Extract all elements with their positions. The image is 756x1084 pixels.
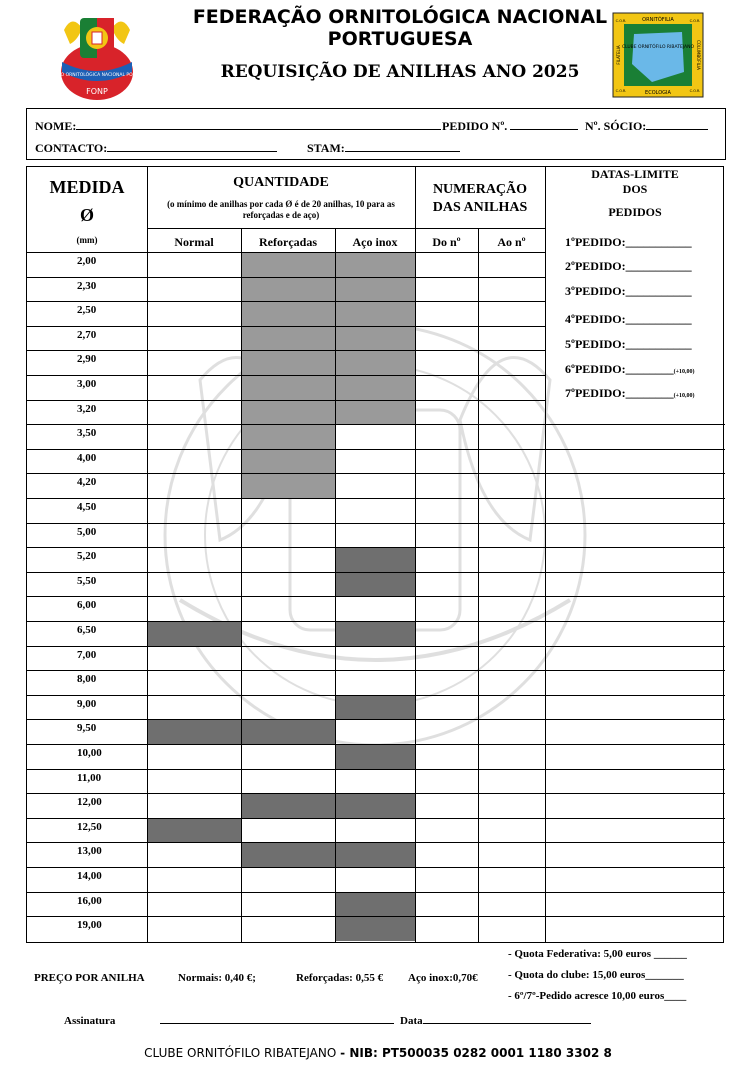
shaded-cell [336, 843, 415, 867]
svg-text:COLUMBÓFILIA: COLUMBÓFILIA [696, 40, 701, 70]
shaded-cell [336, 696, 415, 720]
size-label: 9,00 [77, 697, 97, 710]
contacto-label: CONTACTO: [35, 141, 108, 155]
pedido-surcharge-note: (+10,00) [673, 393, 695, 399]
preco-normais: Normais: 0,40 €; [178, 972, 256, 984]
pedido-deadline-5[interactable] [565, 337, 692, 352]
pedido-label: 4ºPEDIDO:___________ [565, 312, 692, 326]
svg-text:FEDERAÇÃO ORNITOLÓGICA NACIONA: FEDERAÇÃO ORNITOLÓGICA NACIONAL PORTUGUESA [36, 73, 158, 78]
shaded-cell [336, 376, 415, 400]
size-label: 2,90 [77, 353, 97, 366]
shaded-cell [242, 351, 335, 375]
numeracao-header: NUMERAÇÃO DAS ANILHAS [432, 182, 528, 215]
pedido-label: 5ºPEDIDO:___________ [565, 337, 692, 351]
quota-clube: - Quota do clube: 15,00 euros_______ [508, 969, 684, 981]
datas-header [545, 167, 725, 220]
svg-text:C.O.R.: C.O.R. [689, 89, 701, 93]
size-label: 16,00 [77, 894, 102, 907]
shaded-cell [148, 819, 241, 843]
pedido-label: 1ºPEDIDO:___________ [565, 235, 692, 249]
size-label: 6,50 [77, 624, 97, 636]
data-label: Data [400, 1015, 423, 1027]
row-divider [27, 449, 725, 450]
row-divider [27, 473, 725, 474]
shaded-cell [242, 302, 335, 326]
shaded-cell [242, 376, 335, 400]
size-label: 2,30 [77, 279, 97, 292]
size-label: 5,00 [77, 525, 97, 538]
quantidade-note: (o mínimo de anilhas por cada Ø é de 20 anilhas, 10 para as reforçadas e de aço) [167, 199, 395, 220]
row-divider [27, 523, 725, 524]
medida-header [27, 175, 147, 227]
size-label: 4,50 [77, 501, 97, 513]
size-label: 2,50 [77, 304, 97, 317]
club-name: CLUBE ORNITÓFILO RIBATEJANO [144, 1046, 337, 1060]
stam-label: STAM: [307, 141, 345, 155]
size-label: 11,00 [77, 771, 102, 784]
shaded-cell [336, 745, 415, 769]
svg-text:C.O.R.: C.O.R. [615, 89, 627, 93]
stam-field[interactable] [307, 141, 460, 156]
row-divider [27, 867, 725, 868]
size-label: 5,20 [77, 550, 97, 563]
shaded-cell [242, 720, 335, 744]
size-label: 12,50 [77, 820, 102, 833]
shaded-cell [148, 720, 241, 744]
pedido-label: 2ºPEDIDO:___________ [565, 259, 692, 273]
row-divider [27, 818, 725, 819]
preco-aco: Aço inox:0,70€ [408, 972, 478, 984]
assinatura-label: Assinatura [64, 1015, 116, 1027]
shaded-cell [336, 893, 415, 917]
size-label: 13,00 [77, 845, 102, 858]
shaded-cell [148, 622, 241, 646]
shaded-cell [336, 794, 415, 818]
shaded-cell [242, 401, 335, 425]
shaded-cell [336, 351, 415, 375]
row-divider [27, 646, 725, 647]
size-label: 2,00 [77, 255, 97, 267]
form-subtitle: REQUISIÇÃO DE ANILHAS ANO 2025 [220, 62, 580, 82]
size-label: 3,20 [77, 402, 97, 415]
pedido-deadline-4[interactable] [565, 312, 692, 327]
ao-col-header: Ao nº [497, 235, 526, 249]
preco-label: PREÇO POR ANILHA [34, 972, 145, 984]
size-label: 3,00 [77, 378, 97, 390]
svg-text:CLUBE ORNITÓFILO RIBATEJANO: CLUBE ORNITÓFILO RIBATEJANO [621, 45, 695, 50]
svg-text:C.O.R.: C.O.R. [689, 19, 701, 23]
reforcadas-col-header: Reforçadas [259, 235, 317, 249]
socio-field[interactable] [585, 119, 708, 134]
size-label: 19,00 [77, 919, 102, 932]
shaded-cell [242, 253, 335, 277]
title-line-2: PORTUGUESA [327, 28, 473, 50]
size-label: 14,00 [77, 870, 102, 882]
do-col-header: Do nº [432, 235, 461, 249]
medida-unit: (mm) [76, 235, 98, 245]
size-label: 3,50 [77, 427, 97, 440]
row-divider [27, 424, 725, 425]
medida-header-label: MEDIDA [49, 177, 125, 197]
shaded-cell [336, 278, 415, 302]
size-label: 2,70 [77, 328, 97, 341]
size-label: 5,50 [77, 574, 97, 587]
size-label: 7,00 [77, 648, 97, 661]
size-label: 10,00 [77, 747, 102, 759]
nib-number: NIB: PT500035 0282 0001 1180 3302 8 [349, 1046, 612, 1060]
club-bank-line: CLUBE ORNITÓFILO RIBATEJANO - NIB: PT500035 0282 0001 1180 3302 8 [144, 1046, 612, 1060]
shaded-cell [336, 622, 415, 646]
svg-text:FILATELIA: FILATELIA [616, 45, 621, 65]
shaded-cell [336, 573, 415, 597]
acrescimo-note: - 6º/7º-Pedido acresce 10,00 euros____ [508, 990, 687, 1002]
size-label: 8,00 [77, 673, 97, 686]
assinatura-line[interactable] [160, 1015, 394, 1027]
pedido-surcharge-note: (+10,00) [673, 369, 695, 375]
shaded-cell [242, 843, 335, 867]
page-title [150, 6, 650, 50]
row-divider [27, 670, 725, 671]
quantidade-header: QUANTIDADE [233, 175, 329, 190]
size-label: 9,50 [77, 722, 97, 735]
shaded-cell [242, 794, 335, 818]
fonp-logo [36, 10, 158, 102]
row-divider [27, 719, 725, 720]
data-field[interactable] [400, 1015, 591, 1027]
shaded-cell [336, 401, 415, 425]
preco-reforcadas: Reforçadas: 0,55 € [296, 972, 384, 984]
datas-header-line2: DOS [622, 182, 648, 196]
shaded-cell [242, 474, 335, 498]
nome-label: NOME: [35, 119, 77, 133]
requester-info-box [26, 108, 726, 160]
pedido-label: PEDIDO Nº. [442, 119, 508, 133]
shaded-cell [336, 917, 415, 941]
quota-federativa: - Quota Federativa: 5,00 euros ______ [508, 948, 687, 960]
pedido-deadline-7[interactable] [565, 386, 695, 401]
contacto-field[interactable] [35, 141, 277, 156]
title-line-1: FEDERAÇÃO ORNITOLÓGICA NACIONAL [192, 6, 608, 28]
shaded-cell [242, 278, 335, 302]
nome-field[interactable] [35, 119, 441, 134]
svg-text:C.O.R.: C.O.R. [615, 19, 627, 23]
datas-header-line3: PEDIDOS [608, 205, 662, 219]
shaded-cell [242, 450, 335, 474]
pedido-label: 6ºPEDIDO:________ [565, 362, 674, 376]
pedido-field[interactable] [442, 119, 578, 134]
shaded-cell [336, 327, 415, 351]
shaded-cell [336, 253, 415, 277]
pedido-deadline-1[interactable] [565, 235, 692, 250]
datas-header-line1: DATAS-LIMITE [591, 167, 679, 181]
row-divider [27, 498, 725, 499]
size-label: 4,20 [77, 476, 97, 489]
diameter-symbol: Ø [79, 205, 94, 225]
normal-col-header: Normal [174, 235, 214, 249]
pedido-deadline-2[interactable] [565, 259, 692, 274]
socio-label: Nº. SÓCIO: [585, 119, 647, 133]
shaded-cell [242, 425, 335, 449]
shaded-cell [336, 548, 415, 572]
pedido-label: 3ºPEDIDO:___________ [565, 284, 692, 298]
row-divider [27, 596, 725, 597]
size-label: 6,00 [77, 599, 97, 612]
rings-order-table [26, 166, 724, 943]
pedido-label: 7ºPEDIDO:________ [565, 386, 674, 400]
shaded-cell [336, 302, 415, 326]
row-divider [27, 769, 725, 770]
pedido-deadline-3[interactable] [565, 284, 692, 299]
svg-text:ORNITÓFILIA: ORNITÓFILIA [642, 17, 674, 23]
aco-col-header: Aço inox [352, 235, 398, 249]
size-label: 12,00 [77, 796, 102, 809]
pedido-deadline-6[interactable] [565, 362, 695, 377]
svg-text:FONP: FONP [86, 87, 108, 96]
shaded-cell [242, 327, 335, 351]
size-label: 4,00 [77, 451, 97, 464]
svg-text:ECOLOGIA: ECOLOGIA [645, 90, 671, 96]
